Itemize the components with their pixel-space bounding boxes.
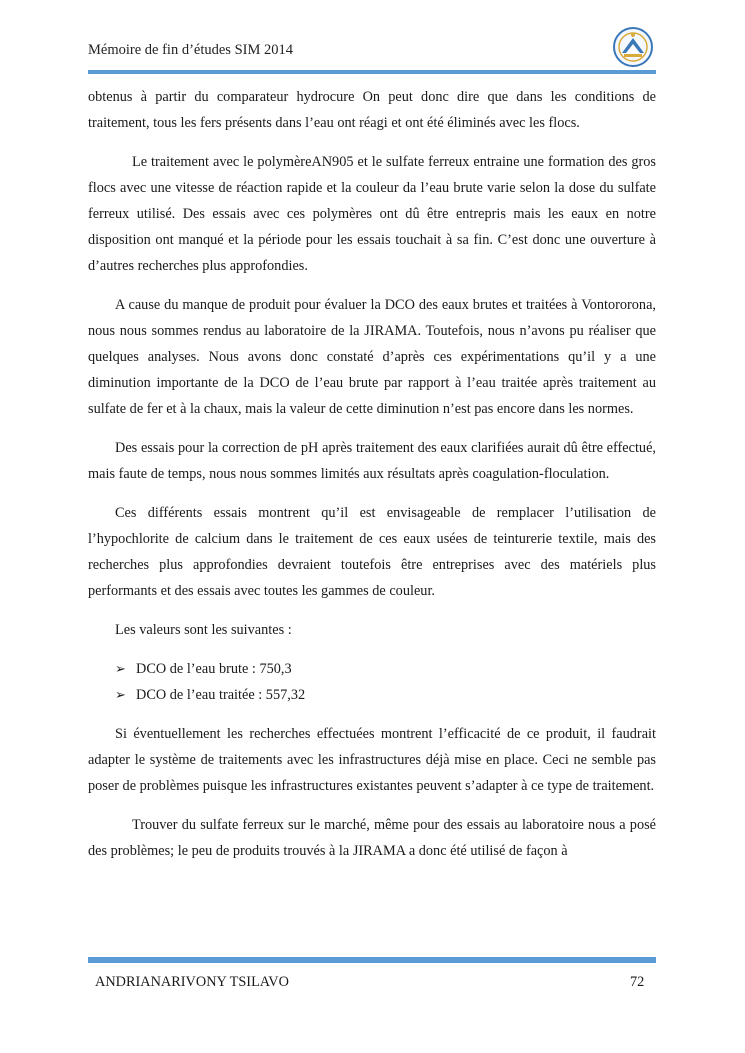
page-body xyxy=(88,84,656,877)
paragraph: Ces différents essais montrent qu’il est envisageable de remplacer l’utilisation de l’hypochlorite de calcium dans le traitement de ces eaux usées de teinturerie textile, mais des recherches plus approfondies devraient toutefois être entreprises avec des matériels plus performants et des essais avec toutes les gammes de couleur. xyxy=(88,505,656,599)
paragraph: Les valeurs sont les suivantes : xyxy=(115,622,292,638)
footer-author: ANDRIANARIVONY TSILAVO xyxy=(95,974,289,990)
arrow-bullet-icon: ➢ xyxy=(115,687,126,702)
arrow-bullet-icon: ➢ xyxy=(115,661,126,676)
paragraph: obtenus à partir du comparateur hydrocure On peut donc dire que dans les conditions de traitement, tous les fers présents dans l’eau ont réagi et ont été éliminés avec les flocs. xyxy=(88,89,656,131)
page-number: 72 xyxy=(630,974,645,990)
list-item xyxy=(88,656,656,682)
university-logo-icon xyxy=(612,26,654,68)
paragraph: Trouver du sulfate ferreux sur le marché, même pour des essais au laboratoire nous a posé des problèmes; le peu de produits trouvés à la JIRAMA a donc été utilisé de façon à xyxy=(88,817,656,859)
values-list xyxy=(88,656,656,708)
running-header: Mémoire de fin d’études SIM 2014 xyxy=(88,42,293,58)
footer-rule xyxy=(88,957,656,963)
paragraph: Le traitement avec le polymèreAN905 et le sulfate ferreux entraine une formation des gros flocs avec une vitesse de réaction rapide et la couleur da l’eau brute varie selon la dose du sulfate ferreux utilisé. Des essais avec ces polymères ont dû être entrepris mais les eaux en notre disposition ont manqué et la période pour les essais touchait à sa fin. C’est donc une ouverture à d’autres recherches plus approfondies. xyxy=(88,154,656,274)
list-item-text: DCO de l’eau brute : 750,3 xyxy=(136,661,292,677)
paragraph: Si éventuellement les recherches effectuées montrent l’efficacité de ce produit, il faudrait adapter le système de traitements avec les infrastructures déjà mise en place. Ceci ne semble pas poser de problèmes puisque les infrastructures existantes peuvent s’adapter à ce type de traitement. xyxy=(88,726,656,794)
header-rule xyxy=(88,70,656,74)
paragraph: Des essais pour la correction de pH après traitement des eaux clarifiées aurait dû être effectué, mais faute de temps, nous nous sommes limités aux résultats après coagulation-floculation. xyxy=(88,440,656,482)
paragraph: A cause du manque de produit pour évaluer la DCO des eaux brutes et traitées à Vontororona, nous nous sommes rendus au laboratoire de la JIRAMA. Toutefois, nous n’avons pu réaliser que quelques analyses. Nous avons donc constaté d’après ces expérimentations qu’il y a une diminution importante de la DCO de l’eau brute par rapport à l’eau traitée après traitement au sulfate de fer et à la chaux, mais la valeur de cette diminution n’est pas encore dans les normes. xyxy=(88,297,656,417)
list-item-text: DCO de l’eau traitée : 557,32 xyxy=(136,687,306,703)
list-item xyxy=(88,682,656,708)
